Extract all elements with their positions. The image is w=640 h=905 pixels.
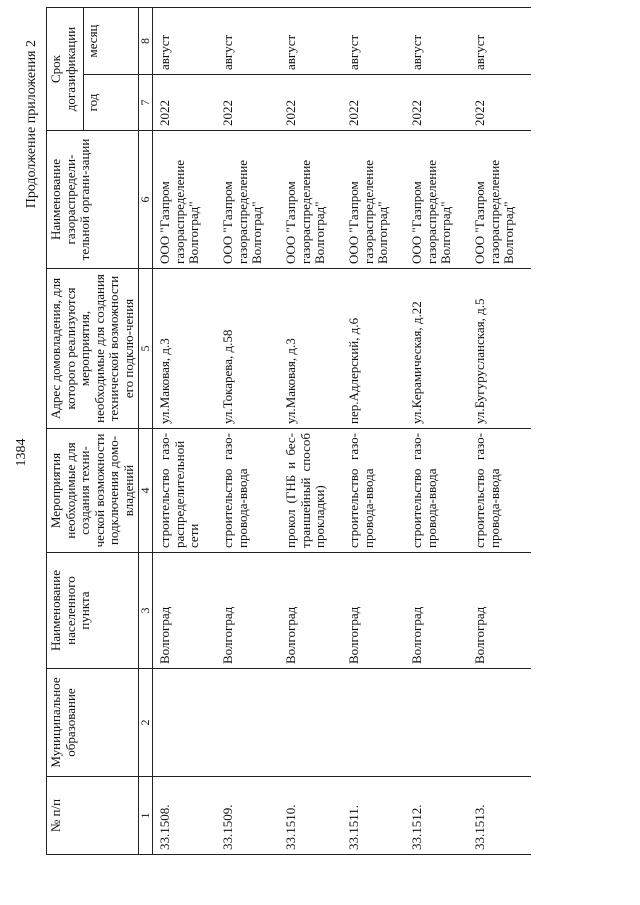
header-deadline: Срок догазификации — [47, 8, 84, 131]
table-row — [405, 8, 468, 855]
column-number: 8 — [139, 8, 153, 75]
column-number: 6 — [139, 131, 153, 269]
row-month: август — [279, 8, 342, 75]
row-measures: строительство газо-провода-ввода — [468, 429, 531, 553]
row-month: август — [342, 8, 405, 75]
row-address: ул.Маковая, д.3 — [279, 269, 342, 429]
table-row — [216, 8, 279, 855]
row-address: ул.Токарева, д.58 — [216, 269, 279, 429]
column-number: 1 — [139, 777, 153, 855]
row-settlement: Волгоград — [468, 553, 531, 669]
table-body — [153, 8, 532, 855]
row-number: 33.1513. — [468, 777, 531, 855]
row-number: 33.1512. — [405, 777, 468, 855]
page-number: 1384 — [14, 438, 29, 467]
table-row — [468, 8, 531, 855]
row-measures: строительство газо-распределительной сети — [153, 429, 217, 553]
appendix-table — [46, 7, 531, 855]
column-number: 7 — [139, 75, 153, 131]
row-address: ул.Керамическая, д.22 — [405, 269, 468, 429]
continuation-label: Продолжение приложения 2 — [24, 40, 39, 209]
row-settlement: Волгоград — [153, 553, 217, 669]
row-municipality — [405, 669, 468, 777]
row-municipality — [216, 669, 279, 777]
row-year: 2022 — [153, 75, 217, 131]
row-month: август — [216, 8, 279, 75]
row-year: 2022 — [342, 75, 405, 131]
header-row — [47, 8, 84, 855]
row-municipality — [153, 669, 217, 777]
row-municipality — [468, 669, 531, 777]
row-measures: строительство газо-провода-ввода — [216, 429, 279, 553]
header-organization: Наименование газораспредели-тельной органи-зации — [47, 131, 139, 269]
row-settlement: Волгоград — [279, 553, 342, 669]
row-year: 2022 — [279, 75, 342, 131]
header-num: № п/п — [47, 777, 139, 855]
table-row — [153, 8, 217, 855]
column-number: 5 — [139, 269, 153, 429]
row-number: 33.1508. — [153, 777, 217, 855]
row-organization: ООО "Газпром газораспределение Волгоград" — [468, 131, 531, 269]
header-municipality: Муниципальное образование — [47, 669, 139, 777]
column-number-row — [139, 8, 153, 855]
row-address: пер.Адлерский, д.6 — [342, 269, 405, 429]
row-organization: ООО "Газпром газораспределение Волгоград" — [153, 131, 217, 269]
table-row — [342, 8, 405, 855]
row-year: 2022 — [216, 75, 279, 131]
row-month: август — [153, 8, 217, 75]
row-year: 2022 — [468, 75, 531, 131]
row-municipality — [342, 669, 405, 777]
row-organization: ООО "Газпром газораспределение Волгоград" — [342, 131, 405, 269]
column-number: 3 — [139, 553, 153, 669]
header-settlement: Наименование населенного пункта — [47, 553, 139, 669]
row-year: 2022 — [405, 75, 468, 131]
row-number: 33.1510. — [279, 777, 342, 855]
table-row — [279, 8, 342, 855]
row-address: ул.Бугурусланская, д.5 — [468, 269, 531, 429]
row-organization: ООО "Газпром газораспределение Волгоград" — [279, 131, 342, 269]
header-measures: Мероприятия необходимые для создания техни-ческой возможности подключения домо-владений — [47, 429, 139, 553]
row-settlement: Волгоград — [342, 553, 405, 669]
row-number: 33.1509. — [216, 777, 279, 855]
row-municipality — [279, 669, 342, 777]
header-address: Адрес домовладения, для которого реализуются мероприятия, необходимые для создания технической возможности его подклю-чения — [47, 269, 139, 429]
header-month: месяц — [84, 8, 139, 75]
row-measures: прокол (ГНБ и бес-траншейный способ прокладки) — [279, 429, 342, 553]
column-number: 2 — [139, 669, 153, 777]
column-number: 4 — [139, 429, 153, 553]
row-organization: ООО "Газпром газораспределение Волгоград" — [216, 131, 279, 269]
row-settlement: Волгоград — [216, 553, 279, 669]
row-month: август — [468, 8, 531, 75]
row-settlement: Волгоград — [405, 553, 468, 669]
row-address: ул.Маковая, д.3 — [153, 269, 217, 429]
row-month: август — [405, 8, 468, 75]
row-number: 33.1511. — [342, 777, 405, 855]
row-measures: строительство газо-провода-ввода — [342, 429, 405, 553]
header-year: год — [84, 75, 139, 131]
row-organization: ООО "Газпром газораспределение Волгоград" — [405, 131, 468, 269]
row-measures: строительство газо-провода-ввода — [405, 429, 468, 553]
